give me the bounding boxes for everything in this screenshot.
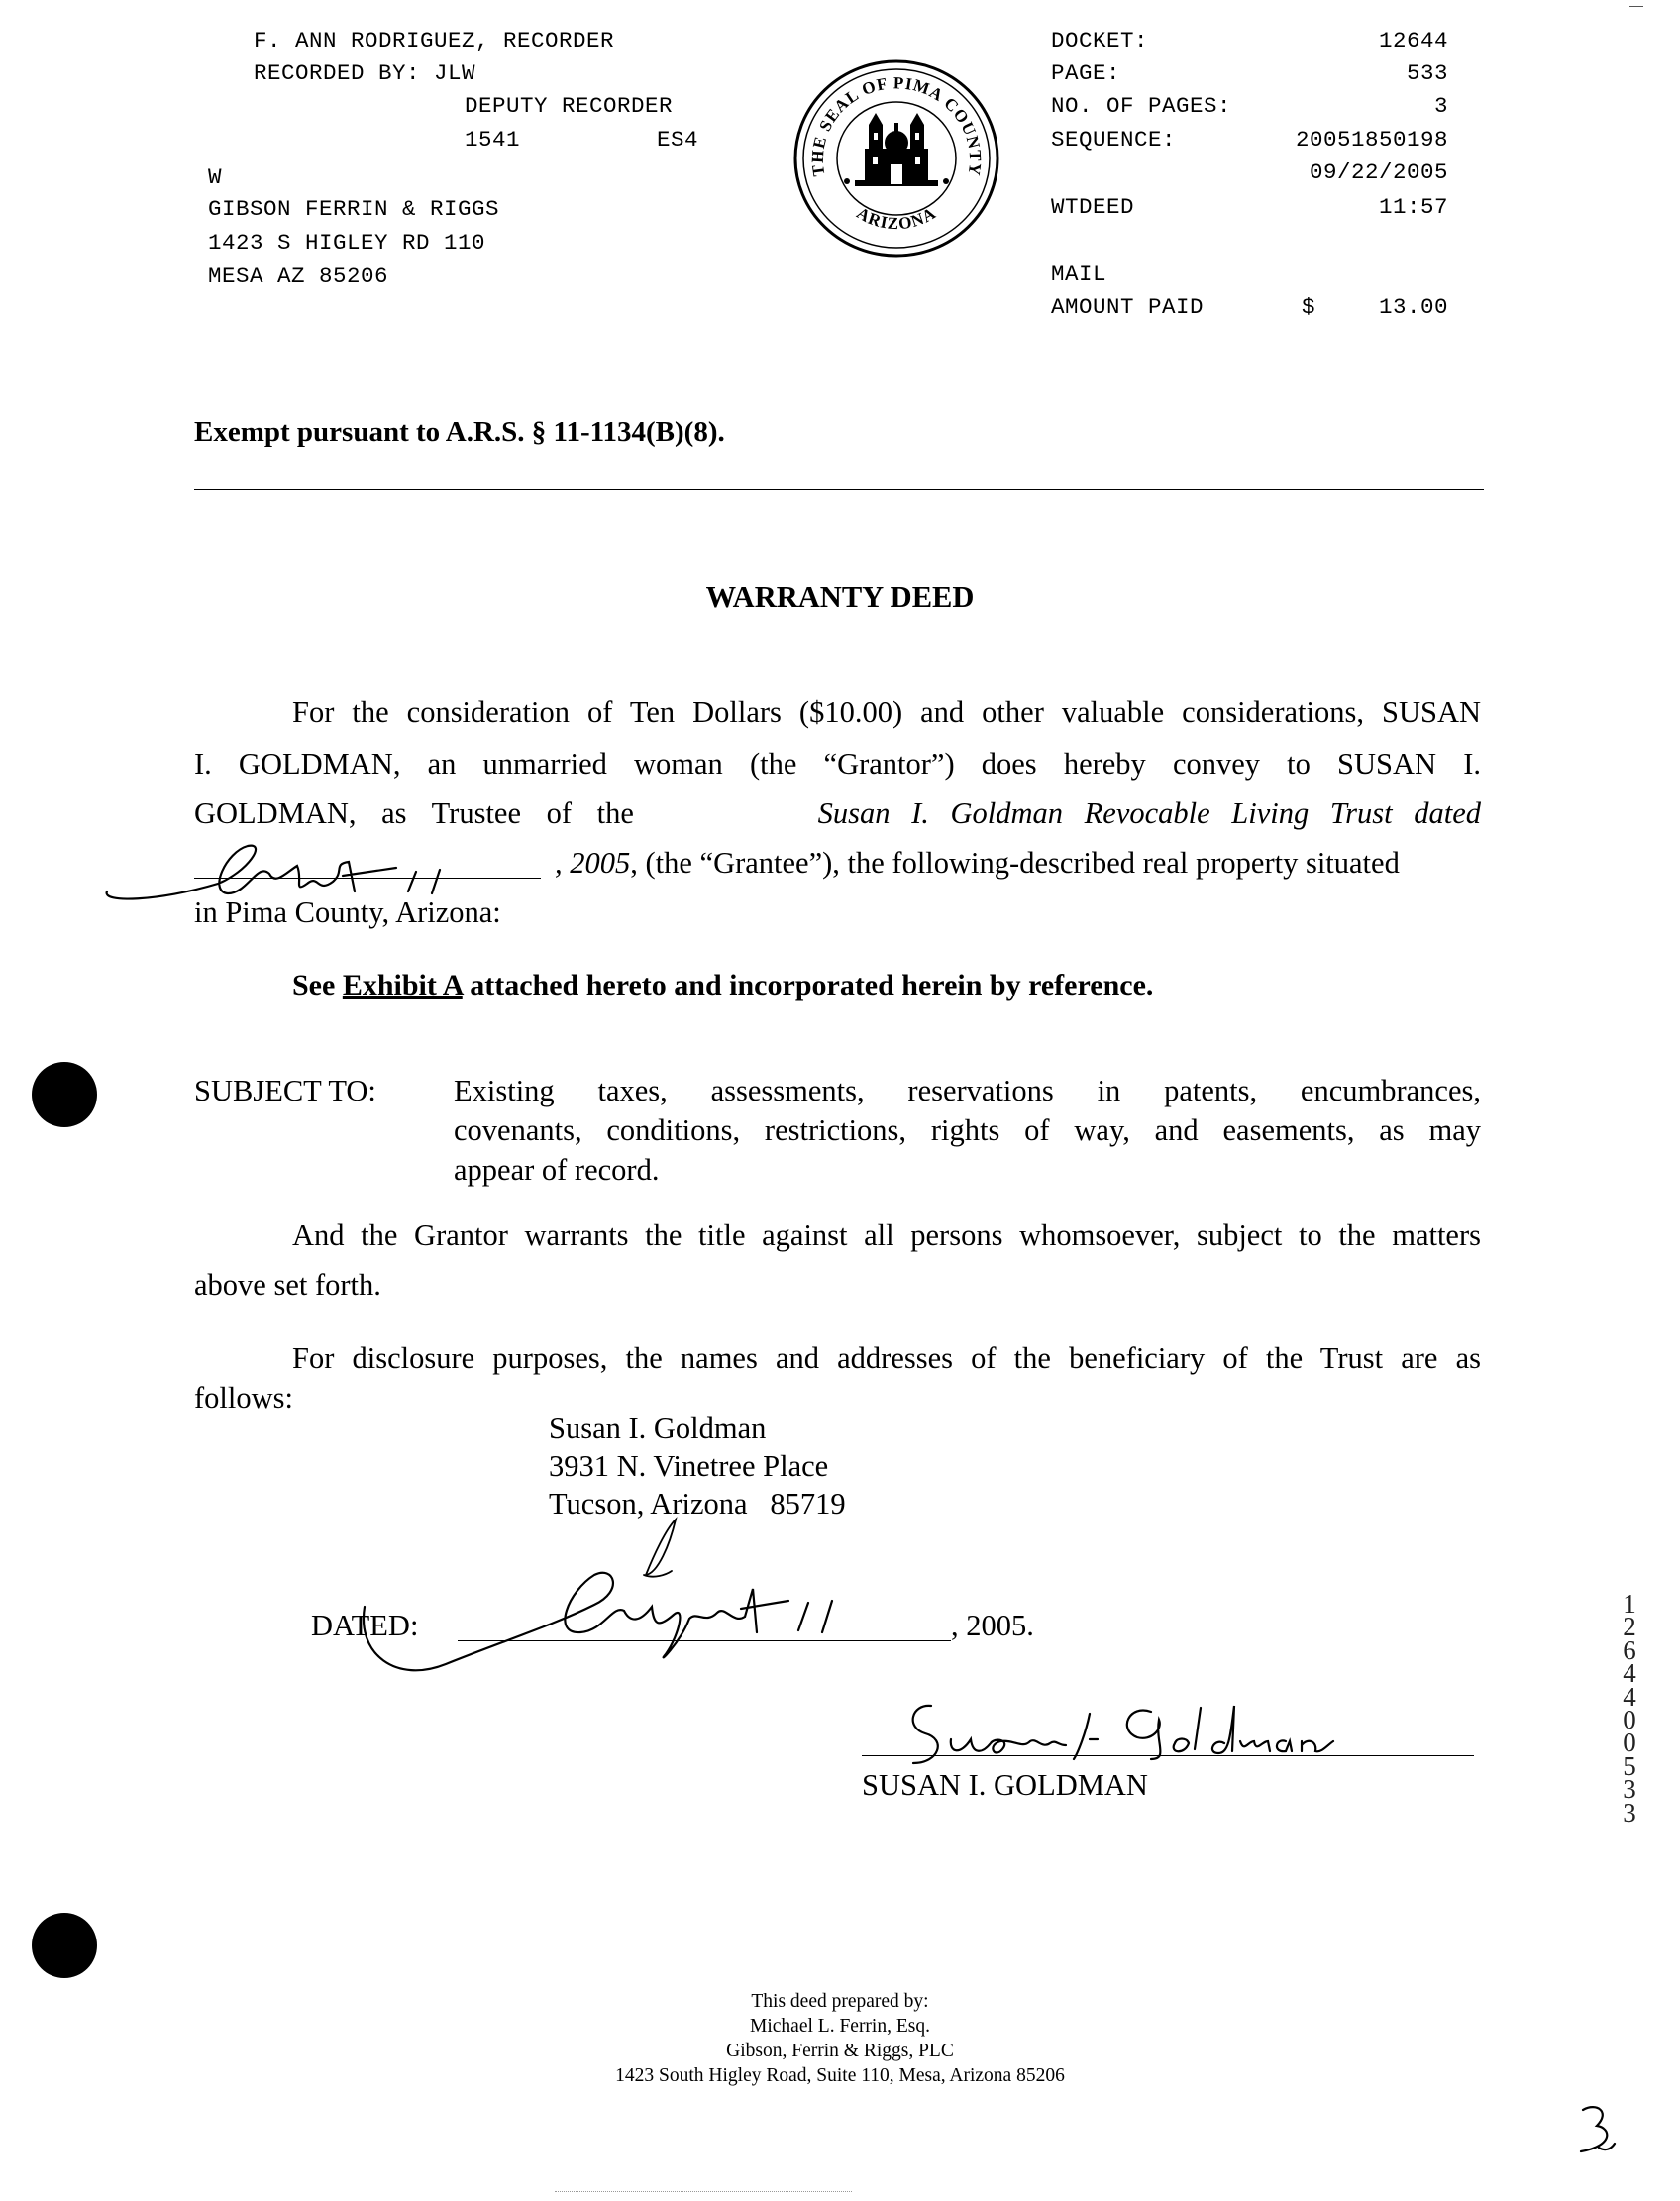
- dated-year: , 2005.: [951, 1609, 1034, 1642]
- document-title: WARRANTY DEED: [705, 580, 975, 614]
- deputy-recorder: DEPUTY RECORDER: [465, 93, 674, 119]
- prepared-by-line-3: Gibson, Ferrin & Riggs, PLC: [726, 2041, 954, 2061]
- bottom-scan-edge: [555, 2191, 852, 2192]
- consideration-line-4-rest: , (the “Grantee”), the following-described real property situated: [630, 846, 1400, 880]
- docket-label: DOCKET:: [1051, 28, 1149, 53]
- beneficiary-name: Susan I. Goldman: [549, 1412, 767, 1445]
- return-city: MESA AZ 85206: [208, 263, 389, 289]
- consideration-line-2: I. GOLDMAN, an unmarried woman (the “Grantor”) does hereby convey to SUSAN I.: [194, 747, 1481, 781]
- punch-hole-bottom: [32, 1913, 97, 1978]
- subject-to-line-3: appear of record.: [454, 1153, 660, 1187]
- consideration-line-3-a: GOLDMAN, as Trustee of the: [194, 796, 634, 830]
- pages-value: 3: [1433, 93, 1448, 119]
- page-mark: [1571, 2100, 1621, 2159]
- warrants-line-2: above set forth.: [194, 1268, 381, 1302]
- subject-to-line-1: Existing taxes, assessments, reservations in patents, encumbrances,: [454, 1074, 1481, 1107]
- stamp-digit: 5: [1623, 1750, 1636, 1781]
- pages-label: NO. OF PAGES:: [1051, 93, 1232, 119]
- vertical-stamp: [1615, 1589, 1644, 1828]
- subject-to-label: SUBJECT TO:: [194, 1074, 376, 1107]
- stamp-digit: 3: [1623, 1797, 1636, 1828]
- svg-text:ARIZONA: ARIZONA: [853, 203, 940, 234]
- recorder-code-1: 1541: [465, 127, 521, 153]
- record-time: 11:57: [1378, 194, 1448, 220]
- stamp-digit: 2: [1623, 1612, 1636, 1642]
- stamp-digit: 4: [1623, 1681, 1636, 1712]
- sequence-label: SEQUENCE:: [1051, 127, 1177, 153]
- header-divider: [194, 489, 1484, 490]
- exhibit-a-link[interactable]: Exhibit A: [342, 969, 463, 1001]
- svg-text:THE SEAL OF PIMA COUNTY: THE SEAL OF PIMA COUNTY: [807, 73, 986, 178]
- amount-paid-value: 13.00: [1378, 294, 1448, 320]
- warrants-line-1: And the Grantor warrants the title against all persons whomsoever, subject to the matters: [292, 1218, 1481, 1252]
- docket-value: 12644: [1378, 28, 1448, 53]
- exhibit-reference: [292, 969, 1153, 1002]
- disclosure-line-2: follows:: [194, 1381, 293, 1415]
- dated-handwritten: [357, 1516, 892, 1684]
- return-marker: W: [208, 164, 223, 190]
- consideration-line-5: in Pima County, Arizona:: [194, 895, 501, 929]
- return-street: 1423 S HIGLEY RD 110: [208, 230, 486, 256]
- doc-type: WTDEED: [1051, 194, 1135, 220]
- seal-graphic: [788, 57, 1005, 261]
- amount-currency: $: [1302, 294, 1316, 320]
- beneficiary-city: Tucson, Arizona 85719: [549, 1487, 846, 1520]
- prepared-by-line-4: 1423 South Higley Road, Suite 110, Mesa, Arizona 85206: [615, 2065, 1065, 2086]
- consideration-line-3: [194, 788, 1481, 838]
- recorder-code-2: ES4: [657, 127, 699, 153]
- amount-paid-label: AMOUNT PAID: [1051, 294, 1205, 320]
- prepared-by-line-2: Michael L. Ferrin, Esq.: [750, 2016, 930, 2037]
- consideration-line-4: [555, 838, 1481, 888]
- page-value: 533: [1406, 60, 1448, 86]
- scan-mark: [1629, 6, 1643, 13]
- recorder-name: F. ANN RODRIGUEZ, RECORDER: [254, 28, 615, 53]
- exhibit-rest: attached hereto and incorporated herein by reference.: [470, 969, 1154, 1001]
- prepared-by: [0, 1989, 1680, 2088]
- exempt-notice: Exempt pursuant to A.R.S. § 11-1134(B)(8).: [194, 416, 725, 448]
- trust-name: Susan I. Goldman Revocable Living Trust dated: [817, 796, 1481, 830]
- mail-label: MAIL: [1051, 262, 1107, 287]
- beneficiary-street: 3931 N. Vinetree Place: [549, 1449, 829, 1483]
- stamp-digit: 1: [1623, 1589, 1636, 1619]
- page-label: PAGE:: [1051, 60, 1121, 86]
- prepared-by-line-1: This deed prepared by:: [751, 1991, 929, 2012]
- stamp-digit: 6: [1623, 1634, 1636, 1665]
- recorded-by: RECORDED BY: JLW: [254, 60, 476, 86]
- exhibit-see: See: [292, 969, 336, 1001]
- subject-to-line-2: covenants, conditions, restrictions, rights of way, and easements, as may: [454, 1113, 1481, 1147]
- trust-date-year: , 2005: [555, 846, 631, 880]
- stamp-digit: 3: [1623, 1774, 1636, 1805]
- stamp-digit: 0: [1623, 1728, 1636, 1758]
- punch-hole-top: [32, 1062, 97, 1127]
- return-name: GIBSON FERRIN & RIGGS: [208, 196, 500, 222]
- county-seal: [788, 57, 1005, 261]
- consideration-line-1: For the consideration of Ten Dollars ($10.00) and other valuable considerations, SUSAN: [292, 695, 1481, 729]
- disclosure-line-1: For disclosure purposes, the names and addresses of the beneficiary of the Trust are as: [292, 1341, 1481, 1375]
- signer-printed-name: SUSAN I. GOLDMAN: [862, 1768, 1148, 1802]
- signature-handwritten: [892, 1684, 1347, 1773]
- stamp-digit: 0: [1623, 1705, 1636, 1735]
- dated-label: DATED:: [311, 1609, 419, 1642]
- sequence-value: 20051850198: [1295, 127, 1448, 153]
- record-date: 09/22/2005: [1309, 159, 1448, 185]
- stamp-digit: 4: [1623, 1658, 1636, 1689]
